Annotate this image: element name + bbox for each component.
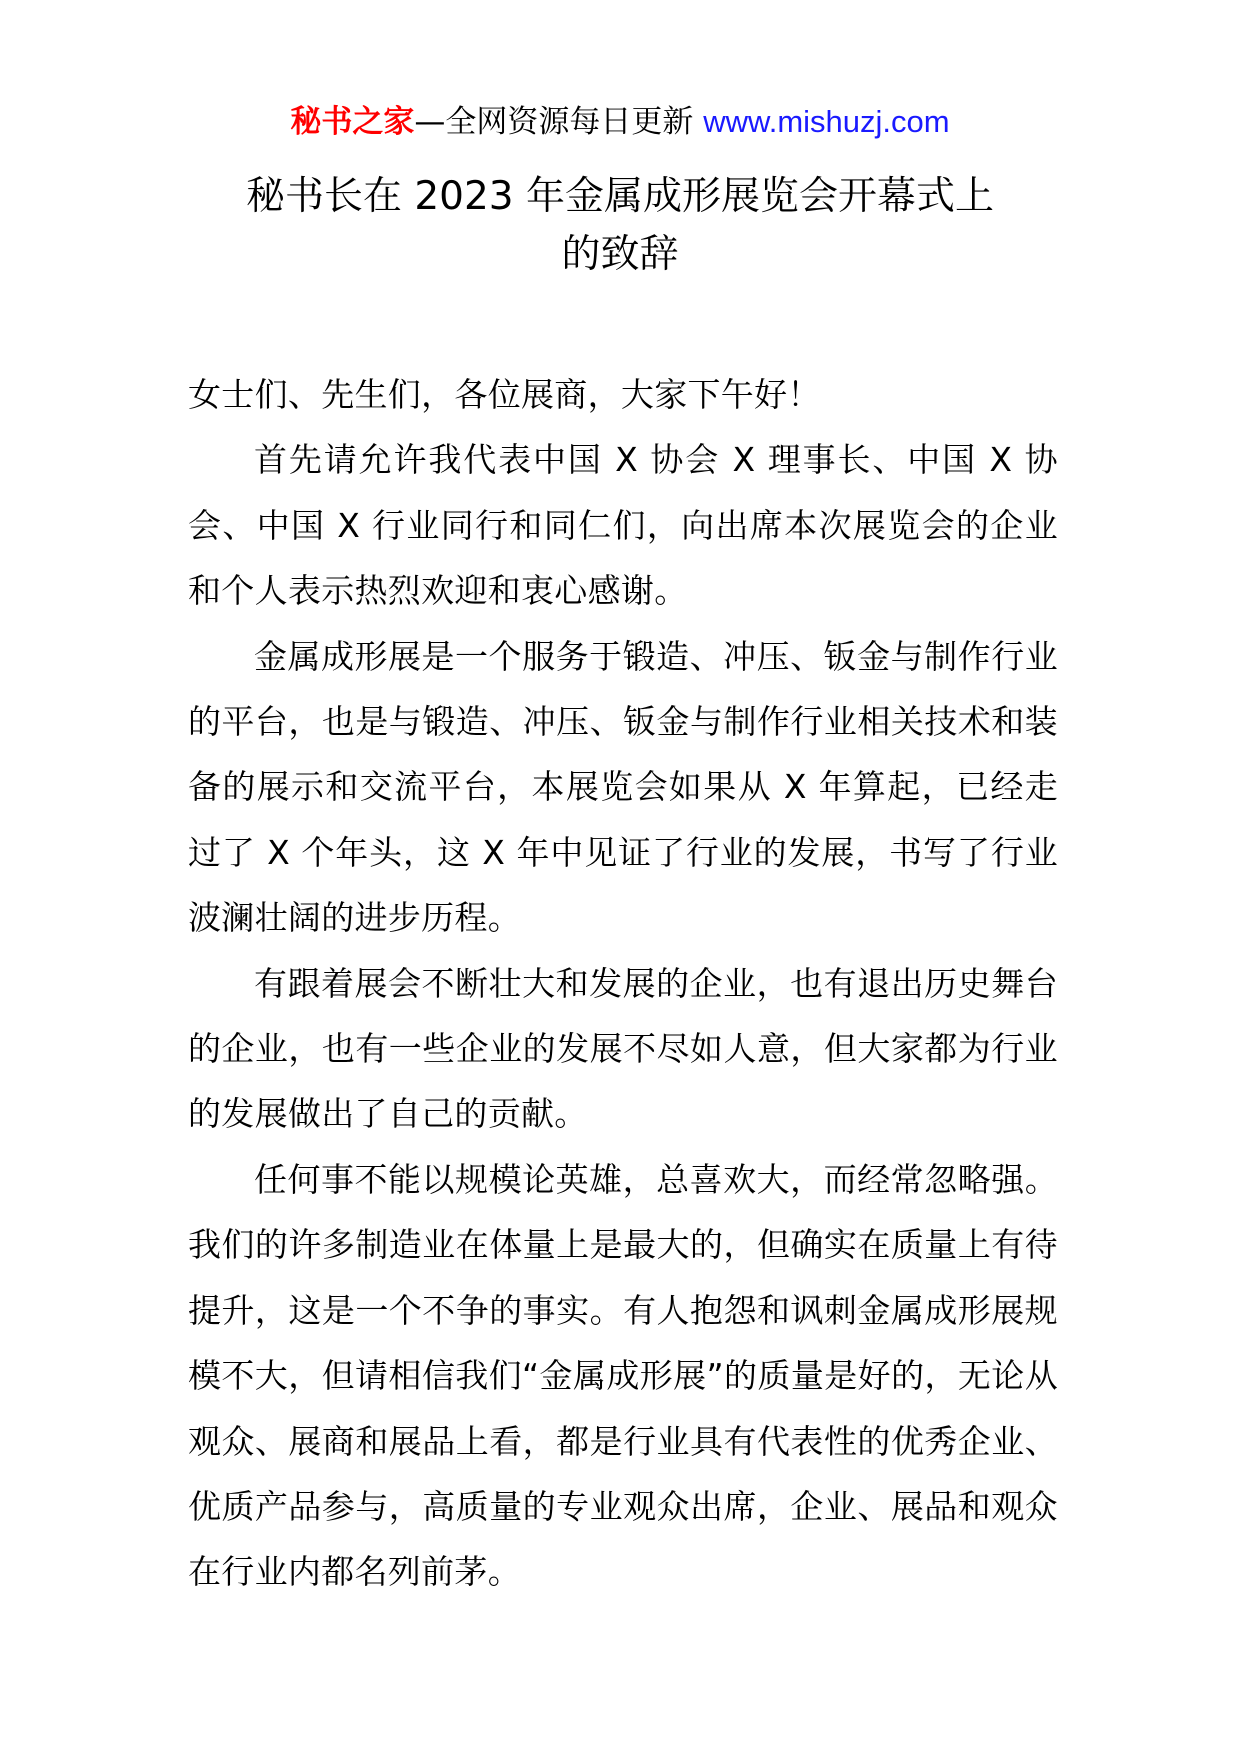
document-body (188, 362, 1058, 1605)
header-slogan: —全网资源每日更新 (414, 104, 704, 140)
brand-name: 秘书之家 (290, 104, 415, 140)
site-url[interactable]: www.mishuzj.com (703, 104, 950, 139)
title-line-2: 的致辞 (561, 232, 679, 277)
title-line-1: 秘书长在 2023 年金属成形展览会开幕式上 (245, 174, 995, 219)
document-title (140, 168, 1100, 284)
paragraph: 有跟着展会不断壮大和发展的企业，也有退出历史舞台的企业，也有一些企业的发展不尽如人意，但大家都为行业的发展做出了自己的贡献。 (188, 963, 1058, 1134)
paragraph: 首先请允许我代表中国 X 协会 X 理事长、中国 X 协会、中国 X 行业同行和同仁们，向出席本次展览会的企业和个人表示热烈欢迎和衷心感谢。 (188, 440, 1058, 611)
paragraph: 金属成形展是一个服务于锻造、冲压、钣金与制作行业的平台，也是与锻造、冲压、钣金与制作行业相关技术和装备的展示和交流平台，本展览会如果从 X 年算起，已经走过了 X 个年头，这 X 年中见证了行业的发展，书写了行业波澜壮阔的进步历程。 (188, 636, 1058, 938)
site-header (0, 100, 1240, 144)
paragraph: 任何事不能以规模论英雄，总喜欢大，而经常忽略强。我们的许多制造业在体量上是最大的，但确实在质量上有待提升，这是一个不争的事实。有人抱怨和讽刺金属成形展规模不大，但请相信我们“金属成形展”的质量是好的，无论从观众、展商和展品上看，都是行业具有代表性的优秀企业、优质产品参与，高质量的专业观众出席，企业、展品和观众在行业内都名列前茅。 (188, 1159, 1058, 1592)
paragraph-greeting: 女士们、先生们，各位展商，大家下午好！ (188, 375, 821, 414)
